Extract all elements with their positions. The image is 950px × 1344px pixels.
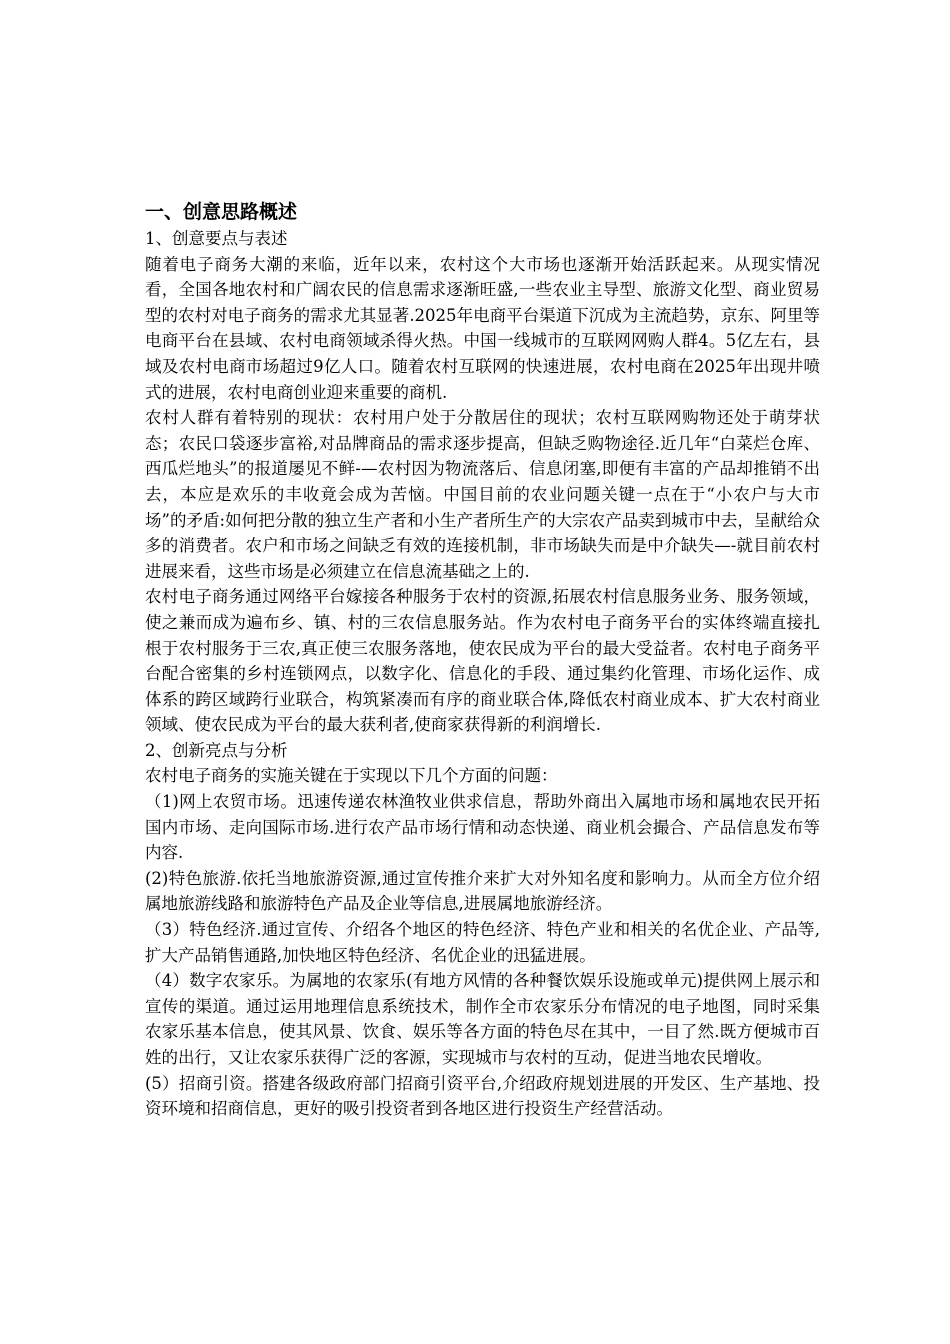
section-heading: 一、创意思路概述 [145, 201, 298, 223]
paragraph-1: 随着电子商务大潮的来临，近年以来，农村这个大市场也逐渐开始活跃起来。从现实情况看，全国各地农村和广阔农民的信息需求逐渐旺盛,一些农业主导型、旅游文化型、商业贸易型的农村对电子商务的需求尤其显著.2025年电商平台渠道下沉成为主流趋势，京东、阿里等电商平台在县域、农村电商领域杀得火热。中国一线城市的互联网网购人群4。5亿左右，县域及农村电商市场超过9亿人口。随着农村互联网的快速进展，农村电商在2025年出现井喷式的进展，农村电商创业迎来重要的商机. [145, 254, 820, 402]
paragraph-2: 农村人群有着特别的现状：农村用户处于分散居住的现状；农村互联网购物还处于萌芽状态；农民口袋逐步富裕,对品牌商品的需求逐步提高，但缺乏购物途径.近几年“白菜烂仓库、西瓜烂地头”的报道屡见不鲜-—农村因为物流落后、信息闭塞,即便有丰富的产品却推销不出去，本应是欢乐的丰收竟会成为苦恼。中国目前的农业问题关键一点在于“小农户与大市场”的矛盾:如何把分散的独立生产者和小生产者所生产的大宗农产品卖到城市中去，呈献给众多的消费者。农户和市场之间缺乏有效的连接机制，非市场缺失而是中介缺失—-就目前农村进展来看，这些市场是必须建立在信息流基础之上的. [145, 408, 820, 581]
paragraph-4: 农村电子商务的实施关键在于实现以下几个方面的问题： [145, 766, 558, 786]
subsection-title-1: 1、创意要点与表述 [145, 229, 288, 248]
paragraph-9: (5）招商引资。搭建各级政府部门招商引资平台,介绍政府规划进展的开发区、生产基地、投资环境和招商信息，更好的吸引投资者到各地区进行投资生产经营活动。 [145, 1073, 820, 1119]
paragraph-6: (2)特色旅游.依托当地旅游资源,通过宣传推介来扩大对外知名度和影响力。从而全方位介绍属地旅游线路和旅游特色产品及企业等信息,进展属地旅游经济。 [145, 868, 820, 914]
document-page [145, 198, 820, 1122]
paragraph-5: （1)网上农贸市场。迅速传递农林渔牧业供求信息，帮助外商出入属地市场和属地农民开拓国内市场、走向国际市场.进行农产品市场行情和动态快递、商业机会撮合、产品信息发布等内容. [145, 792, 820, 863]
paragraph-7: （3）特色经济.通过宣传、介绍各个地区的特色经济、特色产业和相关的名优企业、产品等,扩大产品销售通路,加快地区特色经济、名优企业的迅猛进展。 [145, 920, 820, 965]
paragraph-3: 农村电子商务通过网络平台嫁接各种服务于农村的资源,拓展农村信息服务业务、服务领域，使之兼而成为遍布乡、镇、村的三农信息服务站。作为农村电子商务平台的实体终端直接扎根于农村服务于三农,真正使三农服务落地，使农民成为平台的最大受益者。农村电子商务平台配合密集的乡村连锁网点，以数字化、信息化的手段、通过集约化管理、市场化运作、成体系的跨区域跨行业联合，构筑紧凑而有序的商业联合体,降低农村商业成本、扩大农村商业领域、使农民成为平台的最大获利者,使商家获得新的利润增长. [145, 587, 820, 735]
paragraph-8: （4）数字农家乐。为属地的农家乐(有地方风情的各种餐饮娱乐设施或单元)提供网上展示和宣传的渠道。通过运用地理信息系统技术，制作全市农家乐分布情况的电子地图，同时采集农家乐基本信息，使其风景、饮食、娱乐等各方面的特色尽在其中，一目了然.既方便城市百姓的出行，又让农家乐获得广泛的客源，实现城市与农村的互动，促进当地农民增收。 [145, 971, 820, 1067]
subsection-title-2: 2、创新亮点与分析 [145, 740, 288, 760]
